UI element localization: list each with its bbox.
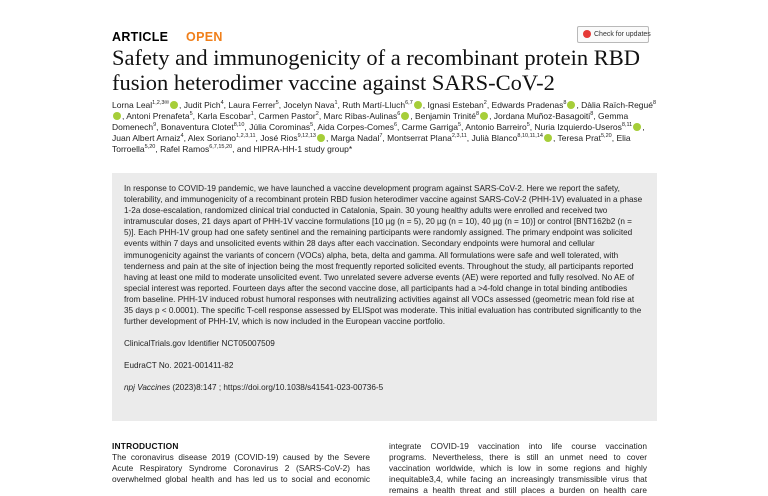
intro-right-column <box>389 441 647 496</box>
author-name: Marga Nadal <box>330 133 380 144</box>
affiliation-marker: 9,12,13 <box>297 133 316 140</box>
body-line: programs. Nevertheless, there is still an unmet need to cover <box>389 452 647 463</box>
introduction-heading: INTRODUCTION <box>112 441 179 451</box>
open-access-label: OPEN <box>186 30 223 44</box>
body-line: integrate COVID-19 vaccination into life course vaccination <box>389 441 647 451</box>
author-name: Dàlia Raïch-Regué <box>581 100 653 110</box>
eudract-number: EudraCT No. 2021-001411-82 <box>124 361 234 371</box>
author[interactable] <box>249 122 313 132</box>
author[interactable] <box>535 122 643 132</box>
author-name: Carme Garriga <box>401 122 458 133</box>
author[interactable] <box>331 133 383 143</box>
article-title <box>112 45 672 95</box>
author-name: Antonio Barreiro <box>465 122 527 133</box>
affiliation-marker: 8 <box>653 100 657 107</box>
author-name: Teresa Prat <box>557 133 601 144</box>
affiliation-marker: 8,10,11,14 <box>517 133 543 140</box>
affiliation-marker: 7 <box>379 133 383 140</box>
affiliation-marker: 5 <box>457 122 462 129</box>
affiliation-marker: 4 <box>220 100 224 107</box>
author-name: José Rios <box>260 133 298 144</box>
author-name: Marc Ribas-Aulinas <box>323 111 398 122</box>
author-name: Ruth Martí-Lluch <box>342 100 406 110</box>
affiliation-marker: 8 <box>563 100 567 107</box>
title-line: Safety and immunogenicity of a recombinant protein RBD <box>112 45 641 70</box>
abstract-text: In response to COVID-19 pandemic, we have launched a vaccine development program against SARS-CoV-2. Here we report the safety, tolerability, and immunogenicity of a recombinant protein RBD fusion heterodimer vaccine against SARS-CoV-2 (PHH-1V) evaluated in a phase 1-2a dose-escalation, randomized clinical trial conducted in Catalonia, Spain. 30 young healthy adults were enrolled and received two intramuscular doses, 21 days apart of PHH-1V vaccine formulations [10 µg (n = 5), 20 µg (n = 10), 40 µg (n = 10)] or control [BNT162b2 (n = 5)]. Each PHH-1V group had one safety sentinel and the remaining participants were randomly assigned. The primary endpoint was solicited events within 7 days and unsolicited events within 28 days after each vaccination. Secondary endpoints were humoral and cellular immunogenicity against the variants of concern (VOCs) alpha, beta, delta and gamma. All formulations were safe and well tolerated, with tenderness and pain at the site of injection being the most frequently reported solicited events. Throughout the study, all participants reported having at least one mild to moderate unsolicited event. Two unrelated severe adverse events (AE) were reported and fully resolved. No AE of special interest was reported. Fourteen days after the second vaccine dose, all participants had a >4-fold change in total binding antibodies from baseline. PHH-1V induced robust humoral responses with neutralizing activities against all VOCs assessed (geometric mean fold rise at 35 days p < 0.0001). The specific T-cell response assessed by ELISpot was moderate. This initial evaluation has contributed significantly to the further development of PHH-1V, which is now included in the European vaccine portfolio. <box>124 184 643 327</box>
orcid-icon[interactable] <box>567 101 575 109</box>
affiliation-marker: 6,7,15,20 <box>209 144 233 151</box>
trial-registration: ClinicalTrials.gov Identifier NCT05007509 <box>124 339 275 349</box>
author[interactable] <box>472 133 553 143</box>
author[interactable] <box>260 133 326 143</box>
orcid-icon[interactable] <box>544 134 552 142</box>
author-name: Lorna Leal <box>112 100 153 110</box>
orcid-icon[interactable] <box>113 112 121 120</box>
affiliation-marker: 8 <box>476 111 480 118</box>
author-name: Laura Ferrer <box>228 100 276 110</box>
article-label: ARTICLE <box>112 30 169 44</box>
author[interactable] <box>197 111 253 121</box>
author[interactable] <box>228 100 278 110</box>
affiliation-marker: 2,3,11 <box>451 133 467 140</box>
author-name: Gemma Domenech <box>112 111 629 133</box>
affiliation-marker: 8 <box>590 111 594 118</box>
author-name: Carmen Pastor <box>258 111 316 122</box>
article-header <box>112 30 223 44</box>
orcid-icon[interactable] <box>414 101 422 109</box>
author-name: Nuria Izquierdo-Useros <box>534 122 622 133</box>
author[interactable] <box>494 111 593 121</box>
author[interactable] <box>387 133 467 143</box>
author-name: Judit Pich <box>183 100 221 110</box>
body-line: Acute Respiratory Syndrome Coronavirus 2 (SARS-CoV-2) has <box>112 463 370 474</box>
author-name: Elia Torroella <box>112 133 631 155</box>
title-line: fusion heterodimer vaccine against SARS-CoV-2 <box>112 70 555 95</box>
orcid-icon[interactable] <box>480 112 488 120</box>
affiliation-marker: 5 <box>310 122 314 129</box>
author[interactable] <box>492 100 577 110</box>
citation-details: (2023)8:147 ; https://doi.org/10.1038/s41541-023-00736-5 <box>170 383 384 393</box>
body-line: remains a health threat and still places a burden on health care <box>389 485 647 496</box>
affiliation-marker: 5 <box>189 111 193 118</box>
author[interactable] <box>112 100 179 110</box>
author-name: Benjamin Trinité <box>415 111 476 122</box>
author[interactable] <box>160 144 232 154</box>
affiliation-marker: 4 <box>180 133 184 140</box>
author[interactable] <box>465 122 529 132</box>
author-name: Antoni Prenafeta <box>126 111 190 122</box>
orcid-icon[interactable] <box>317 134 325 142</box>
orcid-icon[interactable] <box>401 112 409 120</box>
affiliation-marker: 8,11 <box>621 122 633 129</box>
author[interactable] <box>161 122 245 132</box>
affiliation-marker: 1 <box>334 100 338 107</box>
crossmark-icon <box>583 30 591 38</box>
author[interactable] <box>317 122 397 132</box>
author-name: Bonaventura Clotet <box>160 122 234 133</box>
affiliation-marker: 9 <box>153 122 157 129</box>
affiliation-marker: 5 <box>275 100 279 107</box>
author-name: Edwards Pradenas <box>491 100 564 110</box>
journal-name: npj Vaccines <box>124 383 171 393</box>
affiliation-marker: 5 <box>526 122 530 129</box>
study-group: and HIPRA-HH-1 study group* <box>236 144 353 155</box>
author[interactable] <box>428 100 487 110</box>
author[interactable] <box>126 111 192 121</box>
author-list: Lorna Leal$^{1,2,3✉}$ , Judit Pich$^4$, Laura Ferrer$^5$, Jocelyn Nava$^1$, Ruth Martí-Lluch$^{6,7}$ , Ignasi Esteban$^2$, Edwards Pradenas$^8$ , Dàlia Raïch-Regué$^8$, Antoni Prenafeta$^5$, Karla Escobar$^1$, Carmen Pastor$^2$, Marc Ribas-Aulinas$^6$ , Benjamin Trinité$^8$ , Jordana Muñoz-Basagoiti$^8$, Gemma Domenech$^9$, Bonaventura Clotet$^{8,10}$, Júlia Corominas$^5$, Aida Corpes-Comes$^6$, Carme Garriga$^5$, Antonio Barreiro$^5$, Nuria Izquierdo-Useros$^{8,11}$ , Juan Albert Arnaiz$^4$, Alex Soriano$^{1,2,3,11}$, José Rios$^{9,12,13}$ , Marga Nadal$^7$, Montserrat Plana$^{2,3,11}$, Julià Blanco$^{8,10,11,14}$ , Teresa Prat$^{5,20}$, Elia Torroella$^{5,20}$, Rafel Ramos$^{6,7,15,20}$, and HIPRA-HH-1 study group* <box>112 100 657 155</box>
orcid-icon[interactable] <box>170 101 178 109</box>
author-name: Jocelyn Nava <box>283 100 335 110</box>
affiliation-marker: 5,20 <box>144 144 156 151</box>
affiliation-marker: 8,10 <box>233 122 245 129</box>
author-name: Aida Corpes-Comes <box>317 122 394 133</box>
author[interactable] <box>558 133 612 143</box>
affiliation-marker: 6,7 <box>405 100 413 107</box>
author[interactable] <box>415 111 489 121</box>
intro-left-column <box>112 452 370 485</box>
author-name: Montserrat Plana <box>387 133 452 144</box>
check-for-updates-label: Check for updates <box>594 31 651 38</box>
body-line: vaccination worldwide, which is low in some regions and highly <box>389 463 647 474</box>
author-name: Alex Soriano <box>187 133 237 144</box>
orcid-icon[interactable] <box>633 123 641 131</box>
citation-line <box>124 382 645 393</box>
author[interactable] <box>402 122 461 132</box>
body-line: overwhelmed global health and has led us to social and economic <box>112 474 370 485</box>
author-name: Rafel Ramos <box>160 144 210 155</box>
affiliation-marker: 1 <box>250 111 254 118</box>
affiliation-marker: 1,2,3✉ <box>152 100 170 107</box>
affiliation-marker: 2 <box>315 111 319 118</box>
author-name: Juan Albert Arnaiz <box>112 133 181 144</box>
author-name: Jordana Muñoz-Basagoiti <box>493 111 591 122</box>
body-line: The coronavirus disease 2019 (COVID-19) caused by the Severe <box>112 452 370 462</box>
affiliation-marker: 2 <box>483 100 487 107</box>
author-name: Karla Escobar <box>197 111 251 122</box>
author[interactable] <box>283 100 337 110</box>
check-for-updates-button[interactable] <box>577 26 649 43</box>
abstract-box <box>112 173 657 421</box>
affiliation-marker: 5,20 <box>601 133 612 140</box>
affiliation-marker: 1,2,3,11 <box>236 133 256 140</box>
author[interactable] <box>188 133 256 143</box>
author-name: Julià Blanco <box>471 133 518 144</box>
affiliation-marker: 6 <box>393 122 398 129</box>
author[interactable] <box>184 100 224 110</box>
author-name: Júlia Corominas <box>249 122 311 133</box>
author[interactable] <box>342 100 423 110</box>
body-line: inequitable3,4, while facing an increasingly transmissible virus that <box>389 474 647 485</box>
author[interactable] <box>259 111 319 121</box>
affiliation-marker: 6 <box>397 111 401 118</box>
author[interactable] <box>324 111 411 121</box>
author-name: Ignasi Esteban <box>427 100 484 110</box>
author[interactable] <box>112 133 184 143</box>
